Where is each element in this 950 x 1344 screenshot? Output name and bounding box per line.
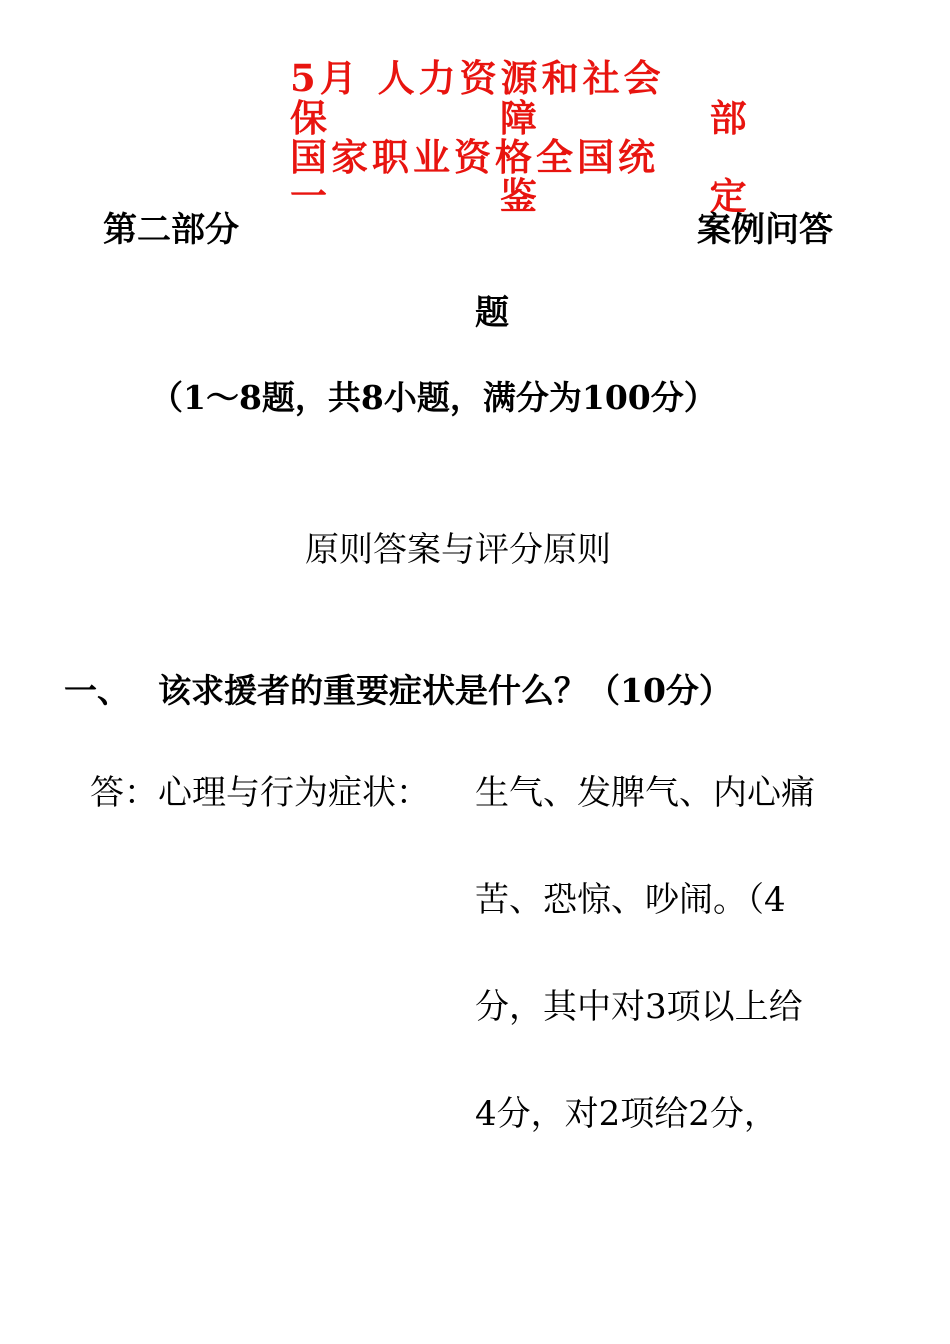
answer-line: 生气、发脾气、内心痛 — [475, 773, 815, 813]
answer-line: 4分，对2项给2分， — [475, 1094, 778, 1134]
header-line-3: 国家职业资格全国统 — [290, 135, 659, 179]
question-number: 一、 — [64, 671, 130, 710]
answer-line: 苦、恐惊、吵闹。（4 — [475, 880, 786, 920]
answer-line: 分，其中对3项以上给 — [475, 987, 803, 1027]
header-line-1: 5月 人力资源和社会 — [290, 56, 665, 100]
question-text: 该求援者的重要症状是什么？（10分） — [158, 671, 732, 710]
section-title-left: 第二部分 — [103, 210, 239, 250]
section-title-continuation: 题 — [475, 293, 509, 333]
section-info: （1～8题，共8小题，满分为100分） — [150, 378, 717, 417]
answer-prefix: 答：心理与行为症状： — [90, 773, 430, 813]
header-line-2: 保 障 部 — [290, 96, 751, 140]
section-title-right: 案例问答 — [697, 210, 833, 250]
header-line-4: 一 鉴 定 — [290, 174, 751, 218]
subtitle: 原则答案与评分原则 — [305, 530, 611, 570]
